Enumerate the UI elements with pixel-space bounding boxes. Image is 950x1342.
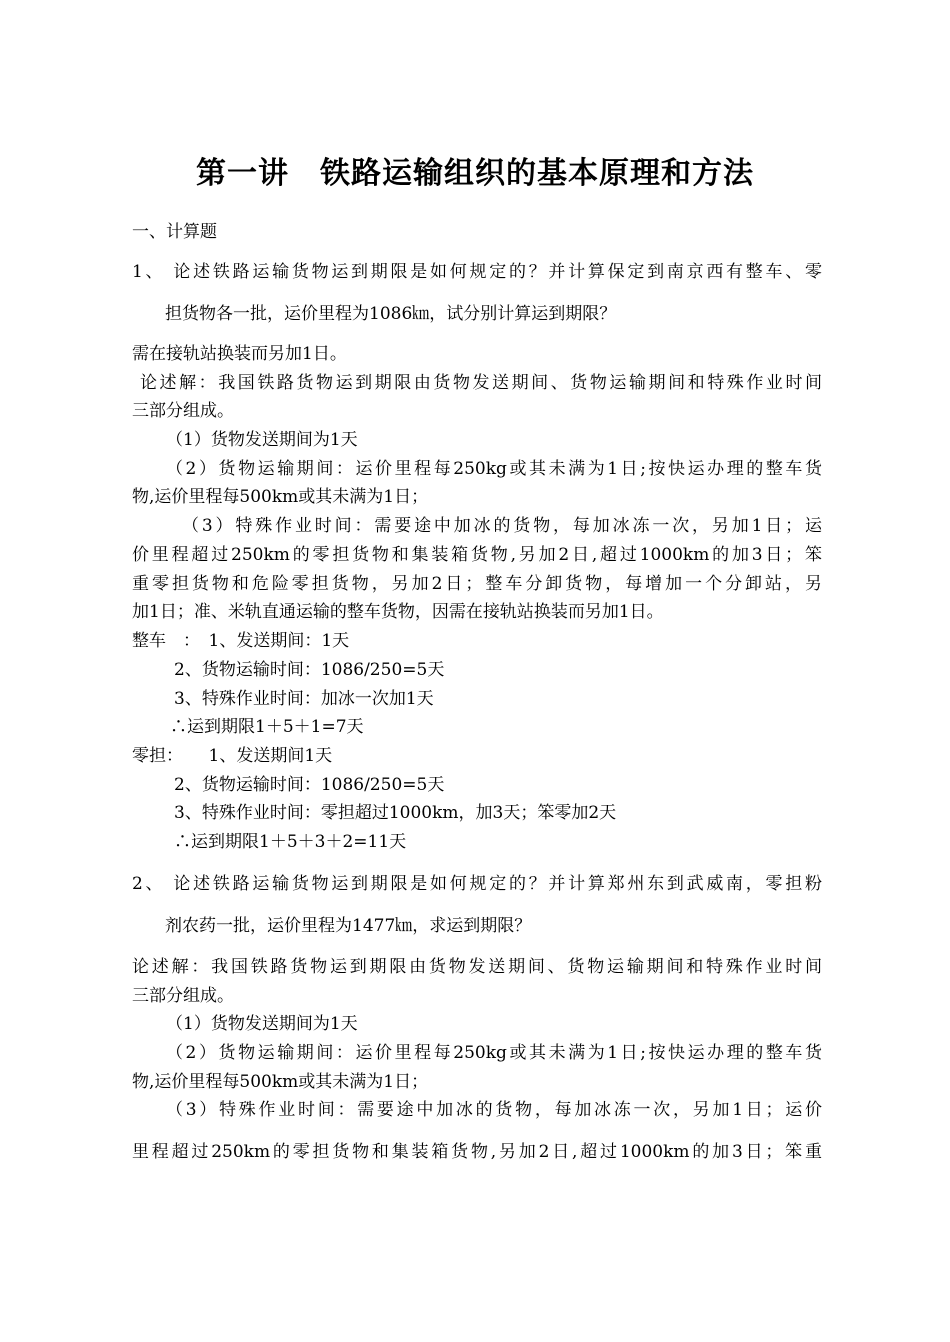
answer-2-item-3: （3）特殊作业时间：需要途中加冰的货物，每加冰冻一次，另加1日；运价 <box>166 1100 822 1120</box>
answer-1-item-3: （3）特殊作业时间：需要途中加冰的货物，每加冰冻一次，另加1日；运 <box>182 516 822 536</box>
question-1-line-1: 1、 论述铁路运输货物运到期限是如何规定的？并计算保定到南京西有整车、零 <box>132 262 822 282</box>
section-heading: 一、计算题 <box>132 222 217 242</box>
calc-carload-result: ∴运到期限1＋5＋1=7天 <box>170 717 364 737</box>
answer-1-item-3-cont: 重零担货物和危险零担货物，另加2日；整车分卸货物，每增加一个分卸站，另 <box>132 574 822 594</box>
text-line: 需在接轨站换装而另加1日。 <box>132 344 347 364</box>
calc-carload-heading: 整车 ： 1、发送期间：1天 <box>132 631 350 651</box>
answer-2-item-2-cont: 物,运价里程每500km或其未满为1日； <box>132 1072 429 1092</box>
answer-2-item-3-cont: 里程超过250km的零担货物和集装箱货物,另加2日,超过1000km的加3日；笨重 <box>132 1142 822 1162</box>
calc-carload-step: 2、货物运输时间：1086/250=5天 <box>174 660 445 680</box>
answer-1-intro-cont: 三部分组成。 <box>132 401 234 421</box>
answer-1-item-3-cont: 加1日；准、米轨直通运输的整车货物，因需在接轨站换装而另加1日。 <box>132 602 664 622</box>
calc-carload-step: 3、特殊作业时间：加冰一次加1天 <box>174 689 434 709</box>
answer-2-intro: 论述解：我国铁路货物运到期限由货物发送期间、货物运输期间和特殊作业时间 <box>132 957 822 977</box>
calc-lcl-heading: 零担： 1、发送期间1天 <box>132 746 333 766</box>
question-2-line-2: 剂农药一批，运价里程为1477㎞，求运到期限？ <box>165 916 532 936</box>
answer-1-item-2-cont: 物,运价里程每500km或其未满为1日； <box>132 487 429 507</box>
calc-lcl-step: 3、特殊作业时间：零担超过1000km，加3天；笨零加2天 <box>174 803 617 823</box>
answer-1-item-3-cont: 价里程超过250km的零担货物和集装箱货物,另加2日,超过1000km的加3日；笨 <box>132 545 822 565</box>
calc-lcl-result: ∴运到期限1＋5＋3＋2=11天 <box>174 832 407 852</box>
calc-lcl-step: 2、货物运输时间：1086/250=5天 <box>174 775 445 795</box>
answer-2-item-1: （1）货物发送期间为1天 <box>166 1014 358 1034</box>
answer-2-intro-cont: 三部分组成。 <box>132 986 234 1006</box>
question-1-line-2: 担货物各一批，运价里程为1086㎞，试分别计算运到期限？ <box>165 304 617 324</box>
answer-1-item-1: （1）货物发送期间为1天 <box>166 430 358 450</box>
answer-2-item-2: （2）货物运输期间：运价里程每250kg或其未满为1日;按快运办理的整车货 <box>166 1043 822 1063</box>
answer-1-item-2: （2）货物运输期间：运价里程每250kg或其未满为1日;按快运办理的整车货 <box>166 459 822 479</box>
answer-1-intro: 论述解：我国铁路货物运到期限由货物发送期间、货物运输期间和特殊作业时间 <box>140 373 822 393</box>
question-2-line-1: 2、 论述铁路运输货物运到期限是如何规定的？并计算郑州东到武威南，零担粉 <box>132 874 822 894</box>
page-title: 第一讲 铁路运输组织的基本原理和方法 <box>196 156 754 191</box>
